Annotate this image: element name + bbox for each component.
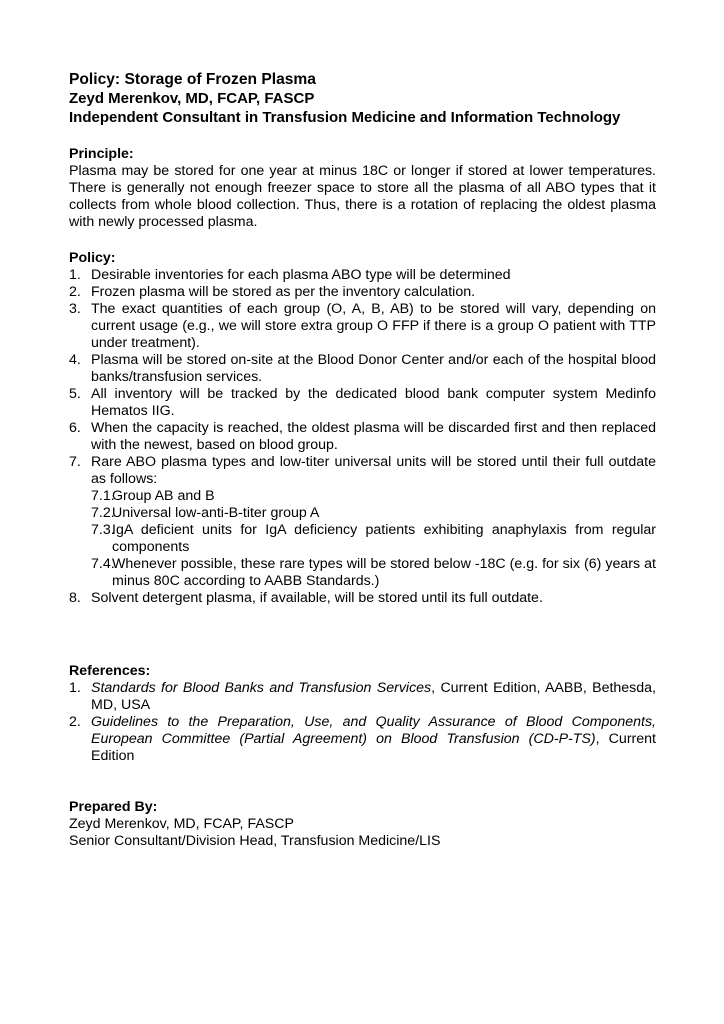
policy-item bbox=[69, 284, 656, 301]
policy-item bbox=[69, 267, 656, 284]
policy-item bbox=[69, 352, 656, 386]
reference-title: Standards for Blood Banks and Transfusion Services bbox=[91, 680, 432, 696]
item-text: Rare ABO plasma types and low-titer universal units will be stored until their full outdate as follows: bbox=[91, 454, 656, 487]
reference-item bbox=[69, 680, 656, 714]
prepared-by-heading: Prepared By: bbox=[69, 799, 158, 815]
item-text: Frozen plasma will be stored as per the inventory calculation. bbox=[91, 284, 476, 300]
preparer-name: Zeyd Merenkov, MD, FCAP, FASCP bbox=[69, 816, 294, 832]
policy-heading: Policy: bbox=[69, 250, 116, 266]
item-number: 7. bbox=[69, 454, 81, 470]
item-number: 5. bbox=[69, 386, 81, 402]
document-page bbox=[69, 70, 656, 850]
reference-details: , Current Edition, AABB, Bethesda, MD, USA bbox=[91, 680, 656, 713]
document-title: Policy: Storage of Frozen Plasma bbox=[69, 71, 316, 88]
subitem-number: 7.3. bbox=[91, 522, 115, 538]
policy-item bbox=[69, 420, 656, 454]
reference-number: 1. bbox=[69, 680, 81, 696]
references-heading: References: bbox=[69, 663, 151, 679]
item-number: 6. bbox=[69, 420, 81, 436]
preparer-position: Senior Consultant/Division Head, Transfusion Medicine/LIS bbox=[69, 833, 441, 849]
item-number: 1. bbox=[69, 267, 81, 283]
policy-subitem bbox=[91, 505, 656, 522]
reference-title: Guidelines to the Preparation, Use, and Quality Assurance of Blood Components, European Committee (Partial Agreement) on Blood Transfusion (CD-P-TS) bbox=[91, 714, 656, 747]
prepared-by-section bbox=[69, 799, 656, 850]
references-list bbox=[69, 680, 656, 765]
item-text: Solvent detergent plasma, if available, will be stored until its full outdate. bbox=[91, 590, 543, 606]
reference-number: 2. bbox=[69, 714, 81, 730]
policy-item bbox=[69, 386, 656, 420]
policy-item bbox=[69, 301, 656, 352]
item-number: 2. bbox=[69, 284, 81, 300]
principle-heading: Principle: bbox=[69, 146, 134, 162]
item-text: All inventory will be tracked by the dedicated blood bank computer system Medinfo Hematos IIG. bbox=[91, 386, 656, 419]
subitem-text: Whenever possible, these rare types will be stored below -18C (e.g. for six (6) years at minus 80C according to AABB Standards.) bbox=[112, 556, 656, 589]
policy-list bbox=[69, 267, 656, 607]
policy-subitem bbox=[91, 488, 656, 505]
subitem-text: Group AB and B bbox=[112, 488, 215, 504]
reference-details: , Current Edition bbox=[91, 731, 656, 764]
item-text: Desirable inventories for each plasma ABO type will be determined bbox=[91, 267, 511, 283]
author-line: Zeyd Merenkov, MD, FCAP, FASCP bbox=[69, 90, 315, 107]
subitem-text: IgA deficient units for IgA deficiency patients exhibiting anaphylaxis from regular components bbox=[112, 522, 656, 555]
item-number: 3. bbox=[69, 301, 81, 317]
subitem-number: 7.2. bbox=[91, 505, 115, 521]
subitem-number: 7.4. bbox=[91, 556, 115, 572]
policy-section bbox=[69, 250, 656, 607]
policy-subitem bbox=[91, 556, 656, 590]
item-number: 4. bbox=[69, 352, 81, 368]
references-section bbox=[69, 663, 656, 765]
principle-text: Plasma may be stored for one year at minus 18C or longer if stored at lower temperatures. There is generally not enough freezer space to store all the plasma of all ABO types that it collects from whole blood collection. Thus, there is a rotation of replacing the oldest plasma with newly processed plasma. bbox=[69, 163, 656, 230]
principle-section bbox=[69, 146, 656, 231]
item-text: When the capacity is reached, the oldest plasma will be discarded first and then replaced with the newest, based on blood group. bbox=[91, 420, 656, 453]
item-text: Plasma will be stored on-site at the Blood Donor Center and/or each of the hospital blood banks/transfusion services. bbox=[91, 352, 656, 385]
subitem-number: 7.1. bbox=[91, 488, 115, 504]
subitem-text: Universal low-anti-B-titer group A bbox=[112, 505, 320, 521]
item-number: 8. bbox=[69, 590, 81, 606]
policy-item bbox=[69, 590, 656, 607]
affiliation-line: Independent Consultant in Transfusion Medicine and Information Technology bbox=[69, 109, 621, 126]
policy-subitem bbox=[91, 522, 656, 556]
item-text: The exact quantities of each group (O, A, B, AB) to be stored will vary, depending on current usage (e.g., we will store extra group O FFP if there is a group O patient with TTP under treatment). bbox=[91, 301, 656, 351]
reference-item bbox=[69, 714, 656, 765]
policy-item bbox=[69, 454, 656, 488]
